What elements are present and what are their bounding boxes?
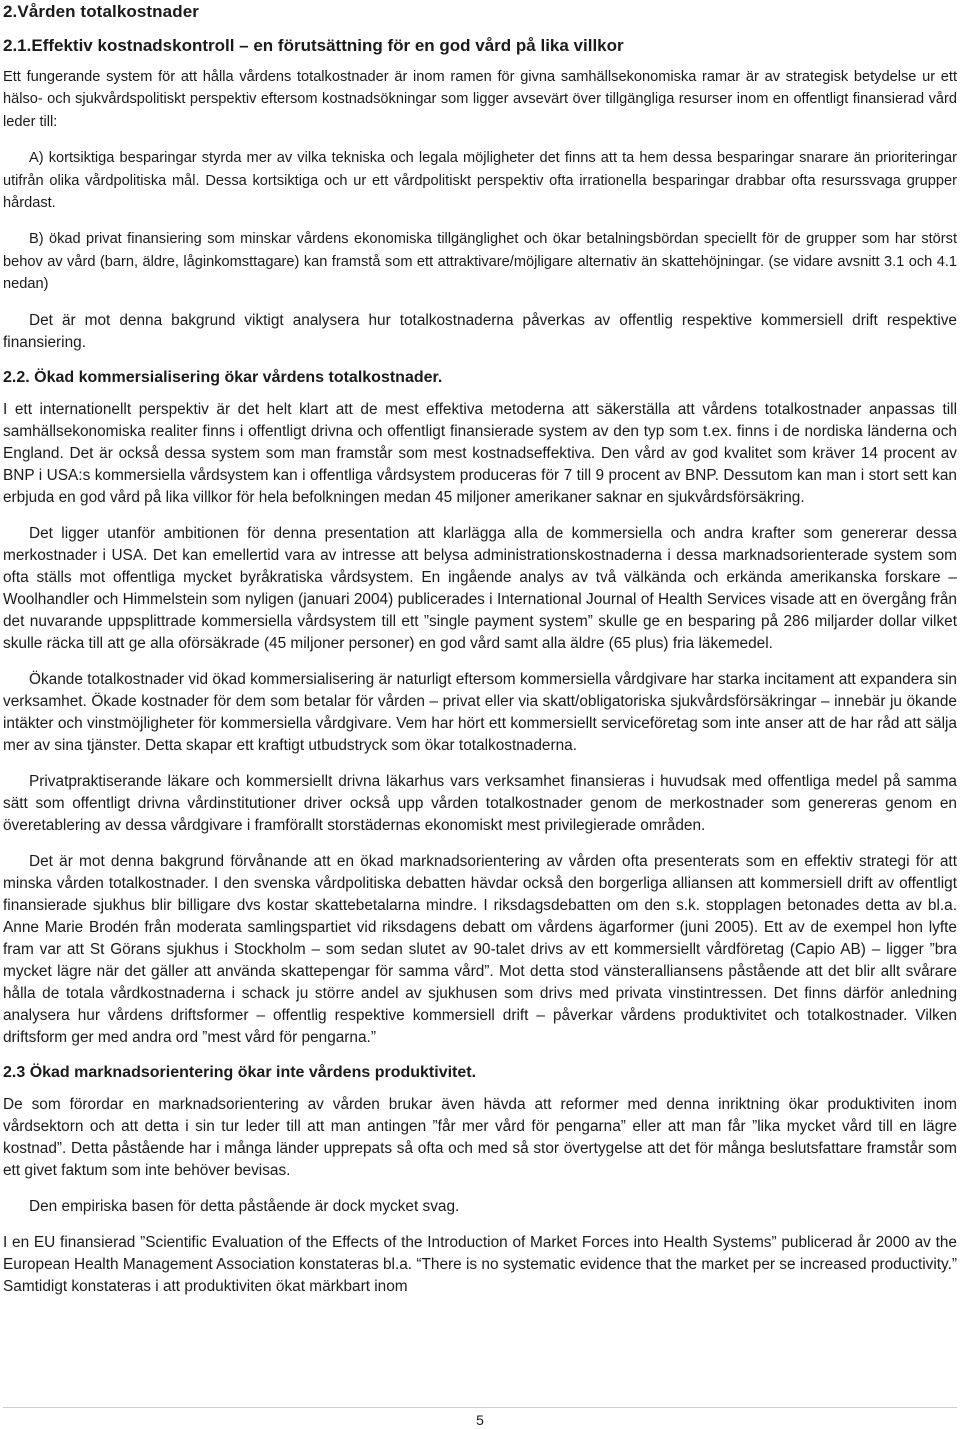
paragraph: Ökande totalkostnader vid ökad kommersialisering är naturligt eftersom kommersiella vårdgivare har starka incitament att expandera sin verksamhet. Ökade kostnader för dem som betalar för vården – privat eller via skatt/obligatoriska sjukvårdsförsäkringar – innebär ju ökande intäkter och vinstmöjligheter för kommersiella vårdgivare. Vem har hört ett kommersiellt serviceföretag som inte anser att de har råd att sälja mer av sina tjänster. Detta skapar ett kraftigt utbudstryck som ökar totalkostnaderna. <box>3 670 957 754</box>
paragraph: I en EU finansierad ”Scientific Evaluation of the Effects of the Introduction of Market Forces into Health Systems” publicerad år 2000 av the European Health Management Association konstateras bl.a. “There is no systematic evidence that the market per se increased productivity.” Samtidigt konstateras i att produktiviten ökat märkbart inom <box>3 1233 957 1295</box>
paragraph: Det är mot denna bakgrund viktigt analysera hur totalkostnaderna påverkas av offentlig respektive kommersiell drift respektive finansiering. <box>3 311 957 351</box>
section-heading-2-2: 2.2. Ökad kommersialisering ökar vårdens totalkostnader. <box>3 368 443 386</box>
paragraph: B) ökad privat finansiering som minskar vårdens ekonomiska tillgänglighet och ökar betalningsbördan speciellt för de grupper som har störst behov av vård (barn, äldre, låginkomsttagare) kan framstå som ett attraktivare/möjligare alternativ än skattehöjningar. (se vidare avsnitt 3.1 och 4.1 nedan) <box>3 231 957 293</box>
paragraph: Privatpraktiserande läkare och kommersiellt drivna läkarhus vars verksamhet finansieras i huvudsak med offentliga medel på samma sätt som offentligt drivna vårdinstitutioner driver också upp vården totalkostnader genom de merkostnader som genereras genom en överetablering av dessa vårdgivare i framförallt storstädernas ekonomiskt mest privilegierade områden. <box>3 772 957 834</box>
page-number: 5 <box>476 1412 484 1428</box>
paragraph: Det ligger utanför ambitionen för denna presentation att klarlägga alla de kommersiella och andra krafter som genererar dessa merkostnader i USA. Det kan emellertid vara av intresse att belysa administrationskostnaderna i dessa marknadsorienterade system som ofta ställs mot offentliga mycket byråkratiska vårdsystem. En ingående analys av två välkända och erkända amerikanska forskare – Woolhandler och Himmelstein som nyligen (januari 2004) publicerades i International Journal of Health Services visade att en övergång från det nuvarande uppsplittrade kommersiella vårdsystem till ett ”single payment system” skulle ge en besparing på 286 miljarder dollar vilket skulle räcka till att ge alla oförsäkrade (45 miljoner personer) en god vård samt alla äldre (65 plus) fria läkemedel. <box>3 524 957 652</box>
paragraph: A) kortsiktiga besparingar styrda mer av vilka tekniska och legala möjligheter det finns att ta hem dessa besparingar snarare än prioriteringar utifrån olika vårdpolitiska mål. Dessa kortsiktiga och ur ett vårdpolitiskt perspektiv ofta irrationella besparingar drabbar ofta resurssvaga grupper hårdast. <box>3 150 957 212</box>
document-page <box>3 0 957 1298</box>
paragraph: Ett fungerande system för att hålla vårdens totalkostnader är inom ramen för givna samhällsekonomiska ramar är av strategisk betydelse ur ett hälso- och sjukvårdspolitiskt perspektiv eftersom kostnadsökningar som ligger avsevärt över tillgängliga resurser inom en offentligt finansierad vård leder till: <box>3 69 957 130</box>
section-heading-2-1: 2.1.Effektiv kostnadskontroll – en förutsättning för en god vård på lika villkor <box>3 36 624 55</box>
paragraph: Den empiriska basen för detta påstående är dock mycket svag. <box>29 1197 460 1215</box>
paragraph: De som förordar en marknadsorientering av vården brukar även hävda att reformer med denna inriktning ökar produktiviten inom vårdsektorn och att detta i sin tur leder till att man antingen ”får mer vård för pengarna” eller att man får ”lika mycket vård till en lägre kostnad”. Detta påstående har i många länder upprepats så ofta och med så stor övertygelse att det för många beslutsfattare framstår som ett givet faktum som inte behöver bevisas. <box>3 1095 957 1179</box>
footer-divider <box>3 1407 957 1408</box>
paragraph: I ett internationellt perspektiv är det helt klart att de mest effektiva metoderna att säkerställa att vårdens totalkostnader anpassas till samhällsekonomiska realiter finns i offentligt drivna och offentligt finansierade system av den typ som t.ex. finns i de nordiska länderna och England. Det är också dessa system som man framstår som mest kostnadseffektiva. Den vård av god kvalitet som kräver 14 procent av BNP i USA:s kommersiella vårdsystem kan i offentliga vårdsystem produceras för 7 till 9 procent av BNP. Dessutom kan man i stort sett kan erbjuda en god vård på lika villkor för hela befolkningen medan 45 miljoner amerikaner saknar en sjukvårdsförsäkring. <box>3 400 957 506</box>
section-heading-2-3: 2.3 Ökad marknadsorientering ökar inte vårdens produktivitet. <box>3 1063 477 1081</box>
chapter-title: 2.Vården totalkostnader <box>3 2 199 21</box>
paragraph: Det är mot denna bakgrund förvånande att en ökad marknadsorientering av vården ofta presenterats som en effektiv strategi för att minska vården totalkostnader. I den svenska vårdpolitiska debatten hävdar också den borgerliga alliansen att kommersiell drift av offentligt finansierade sjukhus blir billigare dvs kostar skattebetalarna mindre. I riksdagsdebatten om den s.k. stopplagen betonades detta av bl.a. Anne Marie Brodén från moderata samlingspartiet vid riksdagens debatt om vårdens ägarformer (juni 2005). Ett av de exempel hon lyfte fram var att St Görans sjukhus i Stockholm – som sedan slutet av 90-talet drivs av ett kommersiellt vårdföretag (Capio AB) – ligger ”bra mycket lägre när det gäller att använda skattepengar för samma vård”. Mot detta stod vänsteralliansens påstående att det blir allt svårare hålla de totala vårdkostnaderna i schack ju större andel av sjukhusen som drivs med privata vinstintressen. Det finns därför anledning analysera hur vårdens driftsformer – offentlig respektive kommersiell drift – påverkar vårdens produktivitet och totalkostnader. Vilken driftsform ger med andra ord ”mest vård för pengarna.” <box>3 852 957 1046</box>
